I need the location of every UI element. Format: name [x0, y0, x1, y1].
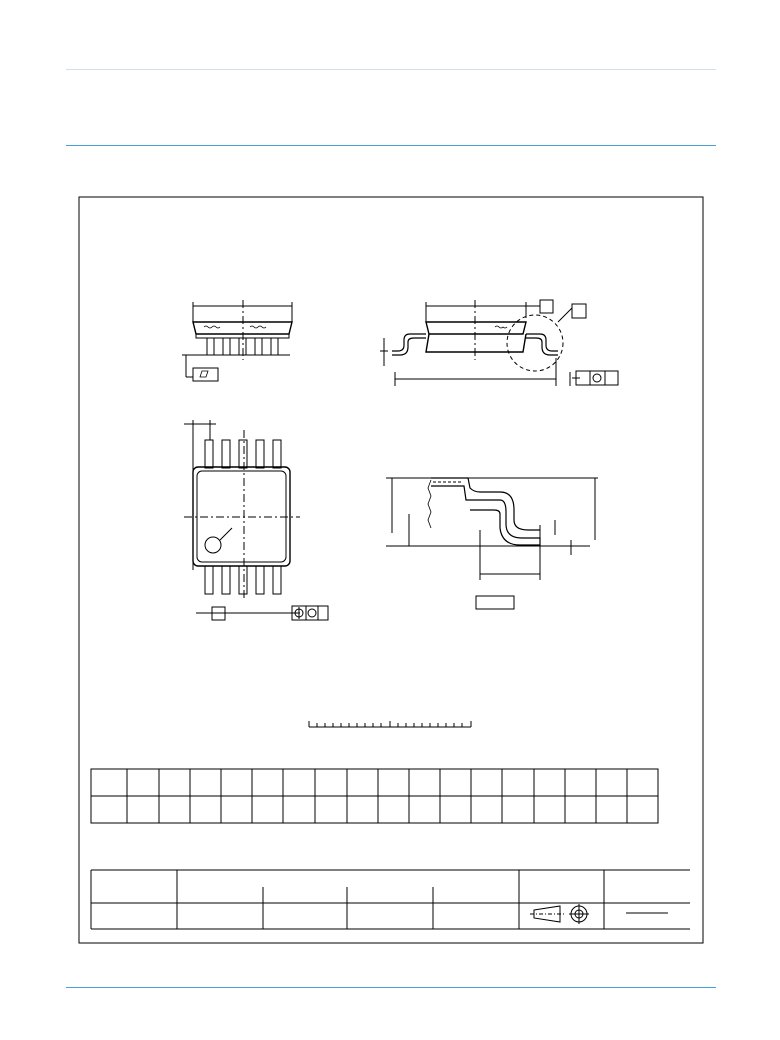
flatness-frame	[576, 371, 618, 385]
side-view-left	[182, 300, 292, 381]
drawing-frame	[79, 197, 703, 943]
side-view-right	[380, 300, 618, 386]
third-angle-projection-symbol-icon	[530, 904, 589, 924]
plan-view	[184, 420, 328, 620]
scale-bar	[309, 721, 471, 727]
detail-caption-box	[476, 596, 514, 609]
pin1-marker	[205, 537, 221, 553]
dimension-table	[91, 769, 658, 823]
detail-label-box	[572, 304, 586, 318]
outline-table	[91, 870, 690, 929]
datum-box	[540, 300, 553, 313]
lead-detail-view	[386, 478, 598, 609]
